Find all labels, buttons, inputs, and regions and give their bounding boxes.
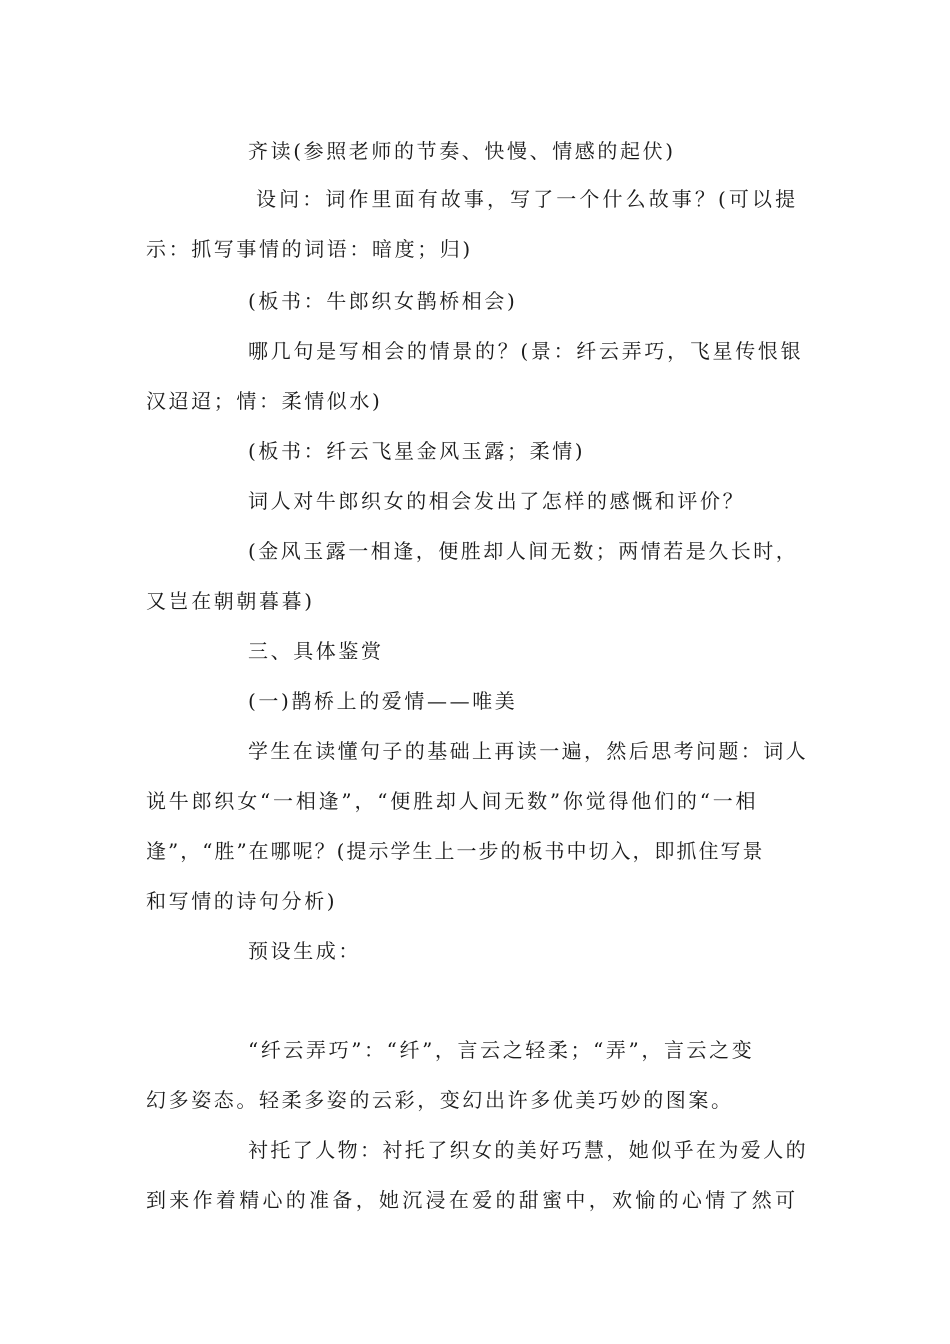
paragraph-line: 设问：词作里面有故事，写了一个什么故事？(可以提 bbox=[256, 187, 799, 211]
paragraph-line: 哪几句是写相会的情景的？(景：纤云弄巧，飞星传恨银 bbox=[248, 339, 804, 363]
paragraph-line: 学生在读懂句子的基础上再读一遍，然后思考问题：词人 bbox=[248, 739, 808, 763]
paragraph-line: 汉迢迢；情：柔情似水) bbox=[146, 389, 383, 413]
paragraph-line: “纤云弄巧”：“纤”，言云之轻柔；“弄”，言云之变 bbox=[248, 1038, 755, 1062]
paragraph-line: 说牛郎织女“一相逢”，“便胜却人间无数”你觉得他们的“一相 bbox=[146, 789, 759, 813]
paragraph-line: 衬托了人物：衬托了织女的美好巧慧，她似乎在为爱人的 bbox=[248, 1138, 808, 1162]
paragraph-line: 又岂在朝朝暮暮) bbox=[146, 589, 315, 613]
paragraph-line: (板书：纤云飞星金风玉露；柔情) bbox=[248, 439, 586, 463]
section-heading: 三、具体鉴赏 bbox=[248, 639, 384, 663]
paragraph-line: 幻多姿态。轻柔多姿的云彩，变幻出许多优美巧妙的图案。 bbox=[146, 1088, 734, 1112]
paragraph-line: 词人对牛郎织女的相会发出了怎样的感慨和评价？ bbox=[248, 489, 746, 513]
subsection-heading: (一)鹊桥上的爱情——唯美 bbox=[248, 689, 518, 713]
paragraph-line: 逢”，“胜”在哪呢？(提示学生上一步的板书中切入，即抓住写景 bbox=[146, 839, 765, 863]
paragraph-line: 和写情的诗句分析) bbox=[146, 889, 338, 913]
paragraph-line: 预设生成： bbox=[248, 939, 361, 963]
paragraph-line: 示：抓写事情的词语：暗度；归) bbox=[146, 237, 473, 261]
paragraph-line: (金风玉露一相逢，便胜却人间无数；两情若是久长时， bbox=[248, 539, 799, 563]
paragraph-line: 到来作着精心的准备，她沉浸在爱的甜蜜中，欢愉的心情了然可 bbox=[146, 1188, 799, 1212]
paragraph-line: (板书：牛郎织女鹊桥相会) bbox=[248, 289, 518, 313]
paragraph-line: 齐读(参照老师的节奏、快慢、情感的起伏) bbox=[248, 139, 676, 163]
